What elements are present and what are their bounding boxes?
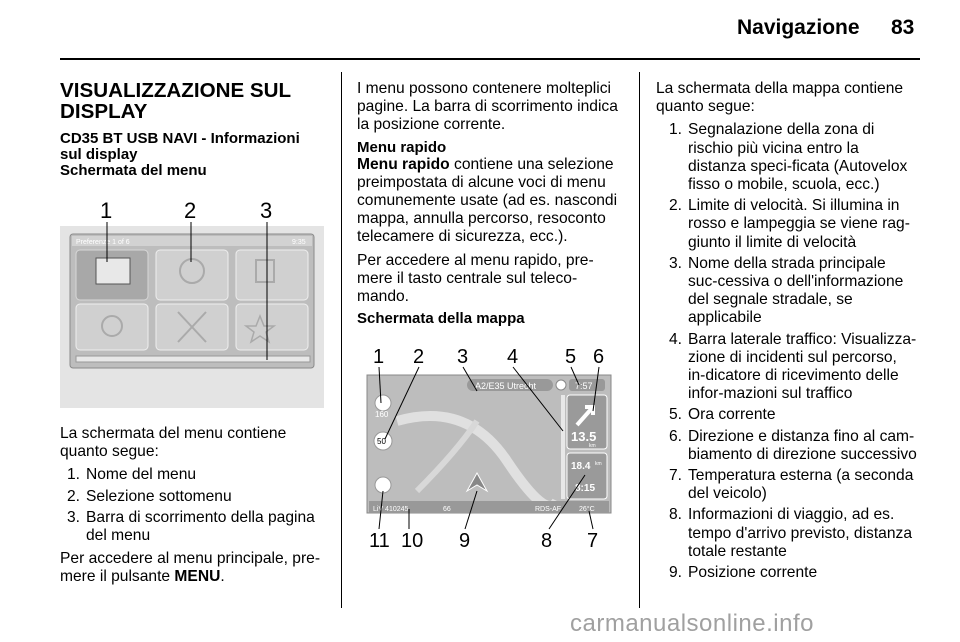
list-item: 9. Posizione corrente (668, 564, 818, 582)
menu-intro: La schermata del menu contiene quanto segue: (60, 425, 287, 461)
callout-3: 3 (457, 346, 469, 368)
rds-status: RDS-AF (535, 506, 562, 513)
column-divider (639, 72, 640, 608)
column-1-text (60, 425, 330, 592)
callout-1: 1 (100, 198, 113, 223)
list-item: 1. Nome del menu (66, 466, 197, 484)
quick-menu-access: Per accedere al menu rapido, pre-mere il tasto centrale sul teleco-mando. (357, 251, 594, 306)
temperature: 26°C (579, 506, 595, 513)
list-item: 8. Informazioni di viaggio, ad es. tempo d'arrivo previsto, distanza totale restante (668, 506, 912, 560)
menu-tile (236, 250, 308, 300)
callout-1: 1 (373, 346, 385, 368)
total-distance-unit: km (595, 461, 602, 467)
turn-distance-unit: km (589, 443, 596, 449)
callout-5: 5 (565, 346, 577, 368)
list-item: 7. Temperatura esterna (a seconda del veicolo) (668, 467, 914, 503)
column-divider (341, 72, 342, 608)
list-item: 2. Limite di velocità. Si illumina in rosso e lampeggia se viene rag-giunto il limite di velocità (668, 197, 910, 251)
watermark: carmanualsonline.info (570, 610, 814, 637)
callout-8: 8 (541, 530, 553, 551)
speed-limit: 50 (377, 437, 386, 446)
menu-screen-figure (60, 196, 324, 408)
callout-2: 2 (413, 346, 425, 368)
callout-7: 7 (587, 530, 599, 551)
menu-items-list (60, 466, 330, 545)
menu-tile (156, 250, 228, 300)
list-item: 3. Nome della strada principale suc-cessiva o dell'informazione del segnale stradale, se applicabile (668, 254, 904, 327)
menu-screen-title: Schermata del menu (60, 162, 207, 179)
quick-menu-title: Menu rapido (357, 138, 447, 156)
screen-time: 9:35 (292, 239, 306, 246)
section-heading: VISUALIZZAZIONE SUL DISPLAY (60, 79, 291, 123)
menu-tile (76, 304, 148, 350)
callout-3: 3 (260, 198, 273, 223)
subsection-heading: CD35 BT USB NAVI - Informazioni sul display (60, 130, 300, 163)
scroll-bar (76, 356, 310, 362)
map-intro: La schermata della mappa contiene quanto segue: (656, 80, 904, 116)
callout-2: 2 (184, 198, 197, 223)
callout-11: 11 (369, 530, 390, 551)
menu-button-label: MENU (174, 568, 221, 586)
scroll-paragraph: I menu possono contenere molteplici pagine. La barra di scorrimento indica la posizione corrente. (357, 80, 618, 134)
arrival-time: 8:15 (575, 483, 596, 494)
status-left: LiV 410245 (373, 506, 409, 513)
screen-title: Preferenze 1 of 6 (76, 239, 130, 246)
column-1 (60, 80, 330, 179)
list-item: 6. Direzione e distanza fino al cam-biamento di direzione successivo (668, 427, 917, 463)
header-rule (60, 58, 920, 60)
callout-6: 6 (593, 346, 605, 368)
callout-10: 10 (401, 530, 424, 551)
menu-access-text: Per accedere al menu principale, pre-mere il pulsante MENU. (60, 550, 321, 586)
list-item: 2. Selezione sottomenu (66, 487, 232, 505)
road-name: A2/E35 Utrecht (475, 381, 537, 391)
status-mid: 66 (443, 506, 451, 513)
list-item: 5. Ora corrente (668, 406, 776, 424)
callout-9: 9 (459, 530, 471, 551)
turn-distance: 13.5 (571, 429, 597, 444)
list-item: 4. Barra laterale traffico: Visualizza-zione di incidenti sul percorso, in-dicatore di ricevimento delle infor-mazioni sul traffico (668, 330, 917, 403)
current-time: 7:57 (575, 381, 593, 391)
page-number: 83 (891, 16, 915, 39)
total-distance: 18.4 (571, 461, 591, 472)
map-items-list (656, 121, 918, 582)
column-2 (357, 80, 627, 327)
running-header-title: Navigazione (737, 16, 860, 39)
speed-camera-distance: 160 (375, 410, 389, 419)
column-3 (656, 80, 918, 587)
map-screen-title: Schermata della mappa (357, 310, 525, 328)
list-item: 1. Segnalazione della zona di rischio più vicina entro la distanza speci-ficata (Autovelox fisso o mobile, scuola, ecc.) (668, 121, 908, 194)
map-screen-figure (357, 341, 621, 551)
callout-4: 4 (507, 346, 519, 368)
list-item: 3. Barra di scorrimento della pagina del menu (66, 508, 315, 545)
quick-menu-paragraph: Menu rapido contiene una selezione preimpostata di alcune voci di menu comunemente usate (ad es. nascondi mappa, annulla percorso, resoconto telecamere di sicurezza, ecc.). (357, 155, 618, 246)
